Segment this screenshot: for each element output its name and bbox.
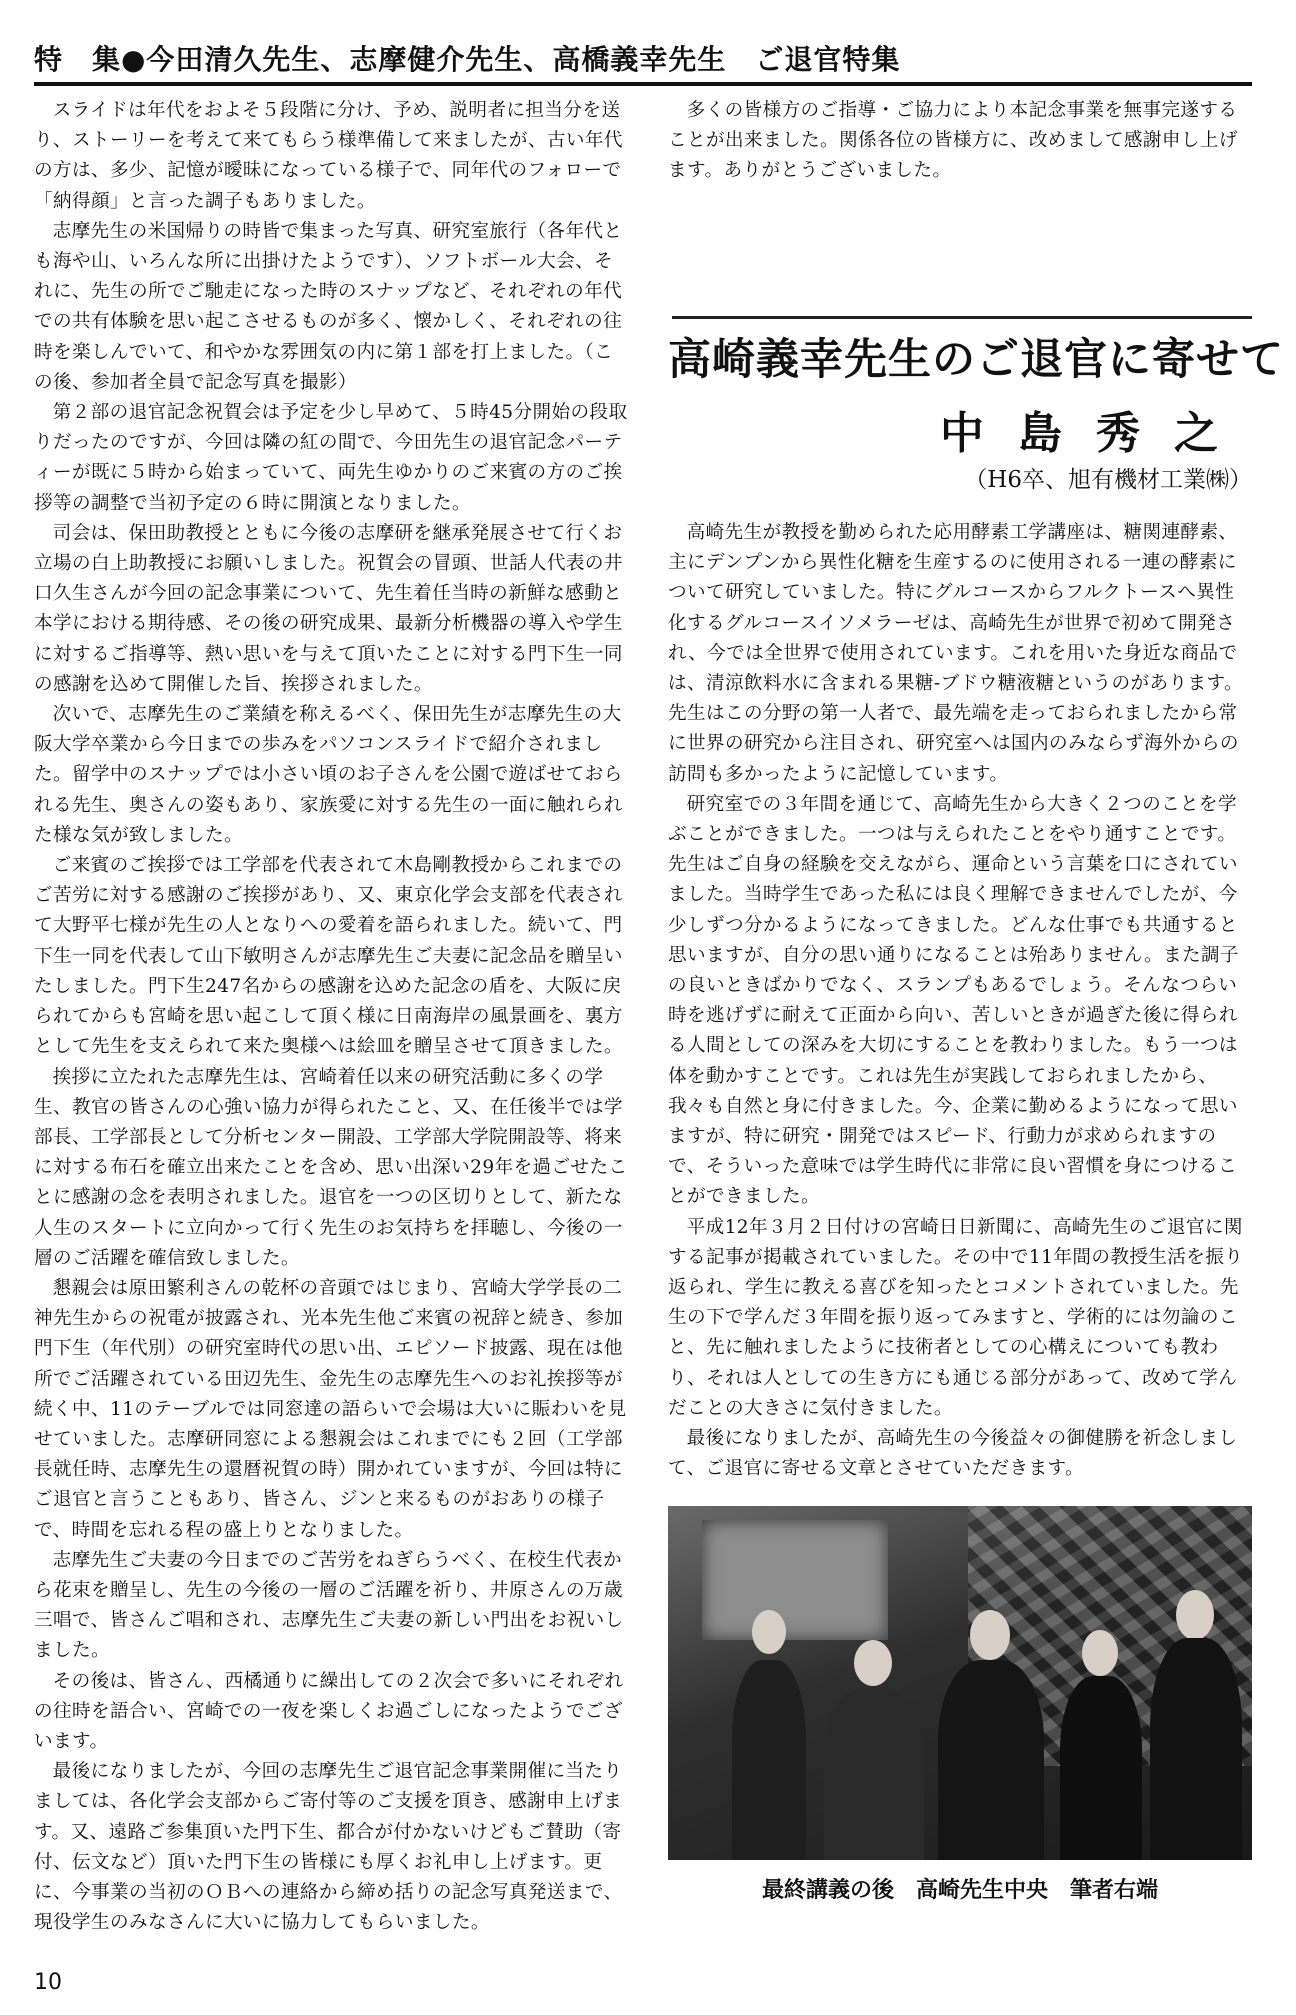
article-1-body-left: [34, 96, 630, 1938]
paragraph: 高崎先生が教授を勤められた応用酵素工学講座は、糖関連酵素、主にデンプンから異性化糖を生産するのに使用される一連の酵素について研究していました。特にグルコースからフルクトースへ異性化するグルコースイソメラーゼは、高崎先生が世界で初めて開発され、今では全世界で使用されています。これを用いた身近な商品では、清涼飲料水に含まれる果糖-ブドウ糖液糖というのがあります。先生はこの分野の第一人者で、最先端を走っておられましたから常に世界の研究から注目され、研究室へは国内のみならず海外からの訪問も多かったように記憶しています。: [668, 522, 1244, 785]
paragraph: 志摩先生の米国帰りの時皆で集まった写真、研究室旅行（各年代とも海や山、いろんな所に出掛けたようです）、ソフトボール大会、それに、先生の所でご馳走になった時のスナップなど、それぞれの年代での共有体験を思い起こさせるものが多く、懐かしく、それぞれの往時を楽しんでいて、和やかな雰囲気の内に第１部を打上ました。（この後、参加者全員で記念写真を撮影）: [34, 220, 623, 393]
photo-caption: 最終講義の後 高崎先生中央 筆者右端: [761, 1878, 1158, 1903]
article-2-body: [668, 518, 1252, 1485]
person-4: [1056, 1630, 1146, 1860]
person-3-professor: [936, 1610, 1046, 1860]
article-1-body-right: [668, 96, 1252, 187]
paragraph: 懇親会は原田繁利さんの乾杯の音頭ではじまり、宮崎大学学長の二神先生からの祝電が披露され、光本先生他ご来賓の祝辞と続き、参加門下生（年代別）の研究室時代の思い出、エピソード披露、現在は他所でご活躍されている田辺先生、金先生の志摩先生へのお礼挨拶等が続く中、11のテーブルでは同窓達の語らいで会場は大いに賑わいを見せていました。志摩研同窓による懇親会はこれまでにも２回（工学部長就任時、志摩先生の還暦祝賀の時）開かれていますが、今回は特にご退官と言うこともあり、皆さん、ジンと来るものがおありの様子で、時間を忘れる程の盛上りとなりました。: [34, 1277, 627, 1541]
paragraph: スライドは年代をおよそ５段階に分け、予め、説明者に担当分を送り、ストーリーを考えて来てもらう様準備して来ましたが、古い年代の方は、多少、記憶が曖昧になっている様子で、同年代のフォローで「納得顔」と言った調子もありました。: [34, 100, 623, 212]
paragraph: 研究室での３年間を通じて、高崎先生から大きく２つのことを学ぶことができました。一つは与えられたことをやり通すことです。先生はご自身の経験を交えながら、運命という言葉を口にされていました。当時学生であった私には良く理解できませんでしたが、今少しずつ分かるようになってきました。どんな仕事でも共通すると思いますが、自分の思い通りになることは殆ありません。また調子の良いときばかりでなく、スランプもあるでしょう。そんなつらい時を逃げずに耐えて正面から向い、苦しいときが過ぎた後に得られる人間としての深みを大切にすることを教わりました。もう一つは体を動かすことです。これは先生が実践しておられましたから、我々も自然と身に付きました。今、企業に勤めるようになって思いますが、特に研究・開発ではスピード、行動力が求められますので、そういった意味では学生時代に非常に良い習慣を身につけることができました。: [668, 793, 1239, 1208]
article-2-affiliation: （H6卒、旭有機材工業㈱）: [964, 467, 1252, 493]
paragraph: 志摩先生ご夫妻の今日までのご苦労をねぎらうべく、在校生代表から花束を贈呈し、先生の今後の一層のご活躍を祈り、井原さんの万歳三唱で、皆さんご唱和され、志摩先生ご夫妻の新しい門出をお祝いしました。: [34, 1549, 624, 1662]
paragraph: その後は、皆さん、西橘通りに繰出しての２次会で多いにそれぞれの往時を語合い、宮崎での一夜を楽しくお過ごしになったようでございます。: [34, 1670, 624, 1752]
group-photo: [668, 1506, 1252, 1860]
paragraph: 最後になりましたが、高崎先生の今後益々の御健勝を祈念しまして、ご退官に寄せる文章とさせていただきます。: [668, 1428, 1238, 1480]
person-1: [728, 1610, 808, 1860]
article-divider: [672, 316, 1252, 319]
paragraph: 挨拶に立たれた志摩先生は、宮崎着任以来の研究活動に多くの学生、教官の皆さんの心強い協力が得られたこと、又、在任後半では学部長、工学部長として分析センター開設、工学部大学院開設等、将来に対する布石を確立出来たことを含め、思い出深い29年を過ごせたことに感謝の念を表明されました。退官を一つの区切りとして、新たな人生のスタートに立向かって行く先生のお気持ちを拝聴し、今後の一層のご活躍を確信致しました。: [34, 1066, 628, 1269]
paragraph: 多くの皆様方のご指導・ご協力により本記念事業を無事完遂することが出来ました。関係各位の皆様方に、改めまして感謝申し上げます。ありがとうございました。: [668, 100, 1238, 182]
article-2-author: 中島秀之: [940, 408, 1252, 459]
paragraph: 次いで、志摩先生のご業績を称えるべく、保田先生が志摩先生の大阪大学卒業から今日までの歩みをパソコンスライドで紹介されました。留学中のスナップでは小さい頃のお子さんを公園で遊ばせておられる先生、奥さんの姿もあり、家族愛に対する先生の一面に触れられた様な気が致しました。: [34, 704, 623, 846]
article-2-title: 高崎義幸先生のご退官に寄せて: [668, 335, 1284, 385]
paragraph: ご来賓のご挨拶では工学部を代表されて木島剛教授からこれまでのご苦労に対する感謝のご挨拶があり、又、東京化学会支部を代表されて大野平七様が先生の人となりへの愛着を語られました。続いて、門下生一同を代表して山下敏明さんが志摩先生ご夫妻に記念品を贈呈いたしました。門下生247名からの感謝を込めた記念の盾を、大阪に戻られてからも宮崎を思い起こして頂く様に日南海岸の風景画を、裏方として先生を支えられて来た奥様へは絵皿を贈呈させて頂きました。: [34, 855, 623, 1058]
person-2: [818, 1640, 928, 1860]
paragraph: 司会は、保田助教授とともに今後の志摩研を継承発展させて行くお立場の白上助教授にお願いしました。祝賀会の冒頭、世話人代表の井口久生さんが今回の記念事業について、先生着任当時の新鮮な感動と本学における期待感、その後の研究成果、最新分析機器の導入や学生に対するご指導等、熱い思いを与えて頂いたことに対する門下生一同の感謝を込めて開催した旨、挨拶されました。: [34, 522, 623, 695]
page-number: 10: [34, 1970, 62, 1995]
paragraph: 最後になりましたが、今回の志摩先生ご退官記念事業開催に当たりましては、各化学会支部からご寄付等のご支援を頂き、感謝申上げます。又、遠路ご参集頂いた門下生、都合が付かないけどもご賛助（寄付、伝文など）頂いた門下生の皆様にも厚くお礼申し上げます。更に、今事業の当初のＯＢへの連絡から締め括りの記念写真発送まで、現役学生のみなさんに大いに協力してもらいました。: [34, 1761, 623, 1934]
person-5-author: [1148, 1590, 1244, 1860]
feature-header: 特 集●今田清久先生、志摩健介先生、高橋義幸先生 ご退官特集: [34, 38, 1252, 86]
paragraph: 平成12年３月２日付けの宮崎日日新聞に、高崎先生のご退官に関する記事が掲載されていました。その中で11年間の教授生活を振り返られ、学生に教える喜びを知ったとコメントされていました。先生の下で学んだ３年間を振り返ってみますと、学術的には勿論のこと、先に触れましたように技術者としての心構えについても教わり、それは人としての生き方にも通じる部分があって、改めて学んだことの大きさに気付きました。: [668, 1216, 1244, 1419]
paragraph: 第２部の退官記念祝賀会は予定を少し早めて、５時45分開始の段取りだったのですが、今回は隣の紅の間で、今田先生の退官記念パーティーが既に５時から始まっていて、両先生ゆかりのご来賓の方のご挨拶等の調整で当初予定の６時に開演となりました。: [34, 402, 628, 514]
